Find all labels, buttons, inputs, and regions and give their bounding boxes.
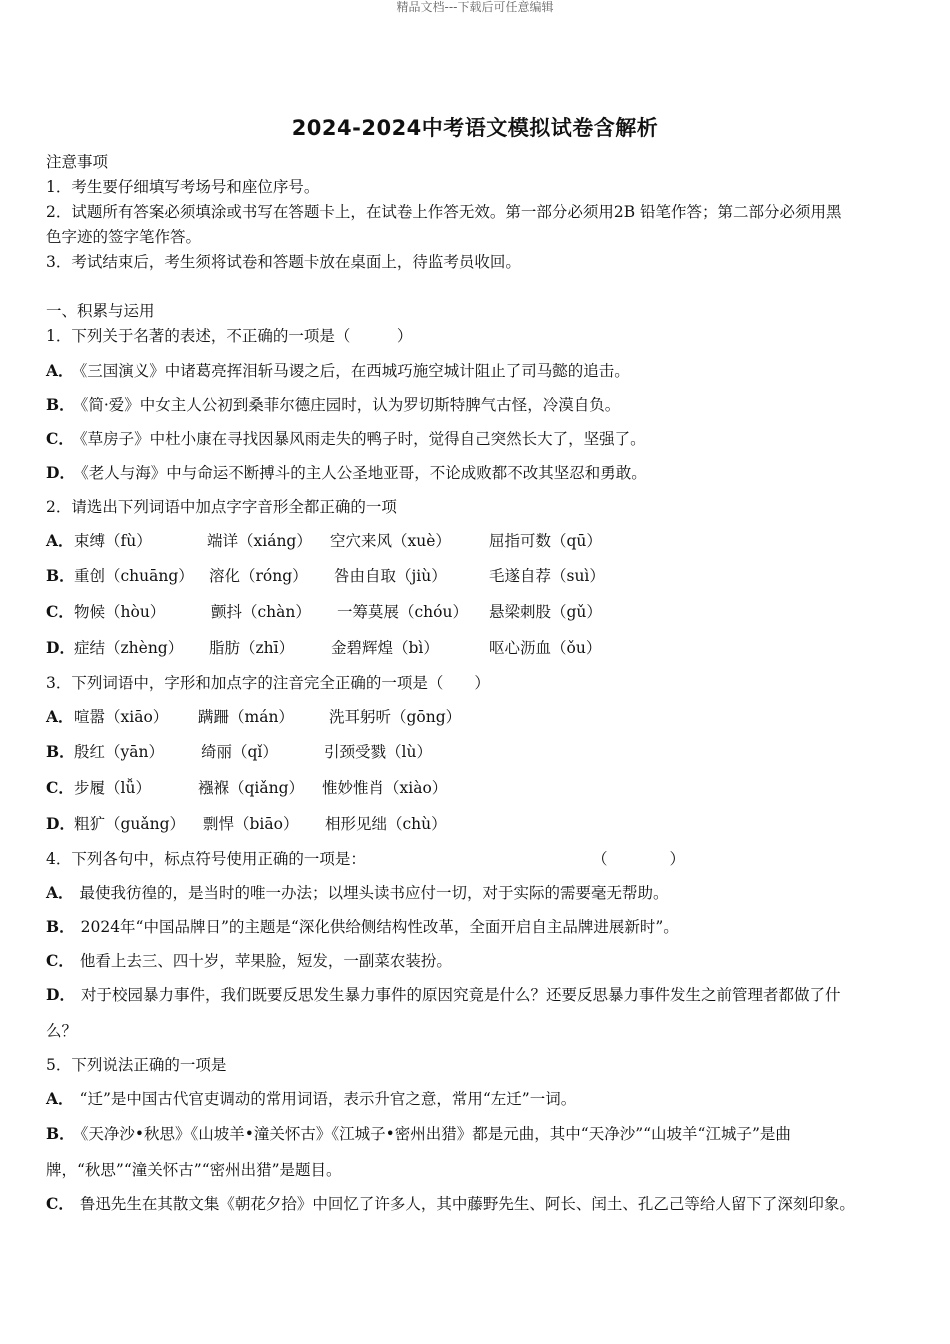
word-cell: 端详（xiáng） [207, 532, 312, 550]
word-cell: 溶化（róng） [209, 567, 308, 585]
word-cell: 症结（zhèng） [74, 639, 184, 657]
word-cell: 呕心沥血（ǒu） [489, 639, 602, 657]
option-letter: A． [46, 531, 74, 550]
option-letter: B． [46, 566, 75, 585]
word-cell: 物候（hòu） [74, 603, 166, 621]
notice-item: 1．考生要仔细填写考场号和座位序号。 [46, 178, 320, 196]
question-stem: 2．请选出下列词语中加点字字音形全都正确的一项 [46, 498, 397, 516]
option-text: 牌，“秋思”“潼关怀古”“密州出猎”是题目。 [46, 1161, 342, 1179]
option-text: 2024年“中国品牌日”的主题是“深化供给侧结构性改革，全面开启自主品牌进展新时”。 [80, 918, 679, 936]
option [46, 985, 840, 1005]
option-label: B． [46, 395, 75, 414]
option-label: C． [46, 429, 74, 448]
option-letter: D． [46, 638, 75, 657]
option [46, 463, 647, 483]
option-label: C． [46, 1194, 74, 1213]
word-cell: 空穴来风（xuè） [330, 532, 451, 550]
option-letter: D． [46, 814, 75, 833]
word-cell: 咎由自取（jiù） [334, 567, 447, 585]
word-cell: 束缚（fù） [74, 532, 152, 550]
option-label: B． [46, 917, 75, 936]
word-cell: 颤抖（chàn） [211, 603, 311, 621]
option [46, 1089, 576, 1109]
option [46, 951, 452, 971]
word-cell: 悬梁刺股（gǔ） [489, 603, 602, 621]
option-label: A． [46, 883, 74, 902]
notice-item: 色字迹的签字笔作答。 [46, 228, 202, 246]
option [46, 1194, 855, 1214]
option-text: 他看上去三、四十岁，苹果脸，短发，一副菜农装扮。 [79, 952, 452, 970]
page-header: 精品文档---下载后可任意编辑 [396, 0, 554, 14]
word-cell: 一筹莫展（chóu） [337, 603, 468, 621]
option [46, 361, 630, 381]
question-stem: 3．下列词语中，字形和加点字的注音完全正确的一项是（ ） [46, 674, 490, 692]
word-cell: 殷红（yān） [74, 743, 164, 761]
answer-paren: （ ） [592, 850, 686, 868]
word-cell: 重创（chuāng） [74, 567, 194, 585]
option-letter: B． [46, 742, 75, 761]
option-text: 《简·爱》中女主人公初到桑菲尔德庄园时，认为罗切斯特脾气古怪，冷漠自负。 [80, 396, 621, 414]
option-text: 对于校园暴力事件，我们既要反思发生暴力事件的原因究竟是什么？还要反思暴力事件发生之前管理者都做了什 [80, 986, 841, 1004]
word-cell: 脂肪（zhī） [209, 639, 295, 657]
word-cell: 相形见绌（chù） [325, 815, 447, 833]
word-cell: 惟妙惟肖（xiào） [322, 779, 448, 797]
word-cell: 引颈受戮（lù） [324, 743, 432, 761]
option-text: “迁”是中国古代官吏调动的常用词语，表示升官之意，常用“左迁”一词。 [79, 1090, 577, 1108]
option [46, 395, 620, 415]
word-cell: 蹒跚（mán） [198, 708, 294, 726]
word-cell: 绮丽（qǐ） [201, 743, 278, 761]
question-stem: 5．下列说法正确的一项是 [46, 1056, 227, 1074]
page-title: 2024-2024中考语文模拟试卷含解析 [291, 116, 659, 140]
notice-item: 2．试题所有答案必须填涂或书写在答题卡上，在试卷上作答无效。第一部分必须用2B 铅笔作答；第二部分必须用黑 [46, 203, 842, 221]
question-stem: 4．下列各句中，标点符号使用正确的一项是： [46, 850, 366, 868]
option-text: 鲁迅先生在其散文集《朝花夕拾》中回忆了许多人，其中藤野先生、阿长、闰土、孔乙己等给人留下了深刻印象。 [79, 1195, 855, 1213]
option [46, 1124, 791, 1144]
option-continued [46, 1021, 77, 1041]
option-continued [46, 1160, 342, 1180]
word-cell: 剽悍（biāo） [203, 815, 299, 833]
word-cell: 襁褓（qiǎng） [198, 779, 305, 797]
option [46, 429, 646, 449]
word-cell: 毛遂自荐（suì） [489, 567, 605, 585]
option-label: C． [46, 951, 74, 970]
option [46, 917, 679, 937]
option-text: 《老人与海》中与命运不断搏斗的主人公圣地亚哥，不论成败都不改其坚忍和勇敢。 [80, 464, 647, 482]
word-cell: 屈指可数（qū） [489, 532, 602, 550]
option-text: 最使我彷徨的，是当时的唯一办法；以埋头读书应付一切，对于实际的需要毫无帮助。 [79, 884, 669, 902]
option-letter: C． [46, 602, 74, 621]
notice-item: 3．考试结束后，考生须将试卷和答题卡放在桌面上，待监考员收回。 [46, 253, 521, 271]
word-cell: 喧嚣（xiāo） [74, 708, 169, 726]
option-text: 《三国演义》中诸葛亮挥泪斩马谡之后，在西城巧施空城计阻止了司马懿的追击。 [79, 362, 630, 380]
option [46, 883, 669, 903]
question-stem: 1．下列关于名著的表述，不正确的一项是（ ） [46, 327, 413, 345]
word-cell: 洗耳躬听（gōng） [329, 708, 462, 726]
option-label: A． [46, 1089, 74, 1108]
option-label: D． [46, 985, 75, 1004]
option-letter: A． [46, 707, 74, 726]
option-label: D． [46, 463, 75, 482]
option-text: 么？ [46, 1022, 78, 1040]
notice-heading: 注意事项 [46, 153, 109, 171]
option-text: 《天净沙•秋思》《山坡羊•潼关怀古》《江城子•密州出猎》都是元曲，其中“天净沙”“山坡羊“江城子”是曲 [80, 1125, 791, 1143]
option-label: B． [46, 1124, 75, 1143]
option-label: A． [46, 361, 74, 380]
section-heading: 一、积累与运用 [46, 302, 155, 320]
word-cell: 粗犷（guǎng） [74, 815, 186, 833]
option-text: 《草房子》中杜小康在寻找因暴风雨走失的鸭子时，觉得自己突然长大了，坚强了。 [79, 430, 646, 448]
option-letter: C． [46, 778, 74, 797]
word-cell: 步履（lǚ） [74, 779, 151, 797]
word-cell: 金碧辉煌（bì） [331, 639, 439, 657]
